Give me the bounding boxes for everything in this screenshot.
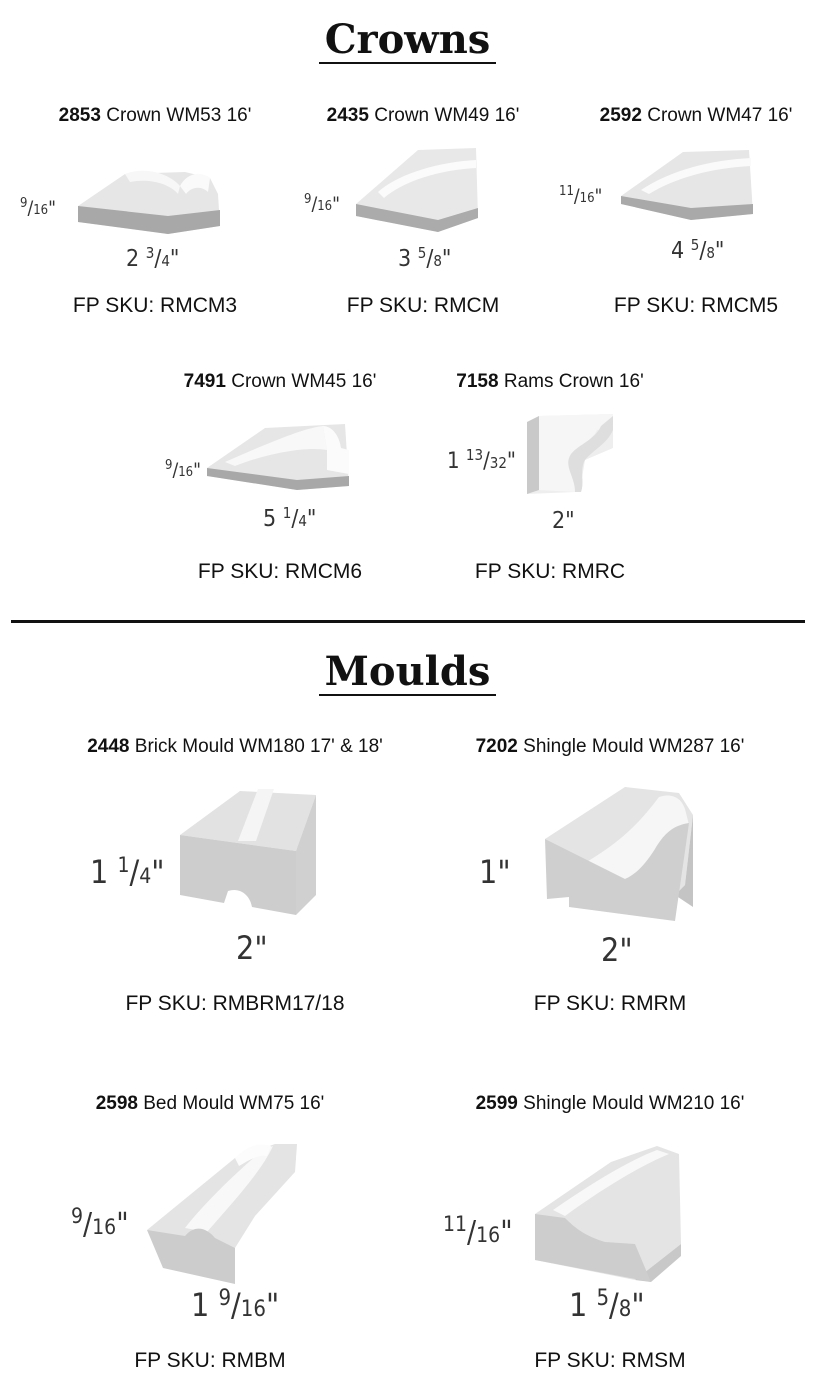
- product-name: 2598 Bed Mould WM75 16': [95, 1093, 325, 1114]
- product-2853: [20, 104, 280, 324]
- section-divider: [11, 620, 805, 623]
- product-name: 7202 Shingle Mould WM287 16': [475, 736, 745, 757]
- product-sku: FP SKU: RMSM: [534, 1349, 686, 1372]
- svg-text:9/16": $^9$/16": [71, 1204, 129, 1242]
- product-2435: [298, 104, 548, 324]
- svg-text:9/16": $^9$/16": [165, 458, 201, 481]
- svg-text:11/16": $^{11}$/16": [443, 1212, 513, 1250]
- svg-text:2 3/4": 2 $^3$/4": [126, 244, 180, 272]
- svg-text:4 5/8": 4 $^5$/8": [671, 236, 725, 264]
- product-sku: FP SKU: RMCM3: [72, 294, 238, 317]
- svg-text:1 9/16": 1 $^9$/16": [191, 1286, 280, 1324]
- product-sku: FP SKU: RMBM: [134, 1349, 286, 1372]
- svg-text:11/16": $^{11}$/16": [559, 184, 603, 207]
- brick-mould-profile-image: [60, 775, 410, 1015]
- svg-text:1 13/32": 1 $^{13}$/32": [447, 446, 517, 474]
- product-sku: FP SKU: RMCM5: [613, 294, 779, 317]
- product-2599: [435, 1092, 785, 1382]
- product-sku: FP SKU: RMRM: [533, 992, 687, 1015]
- product-name: 2448 Brick Mould WM180 17' & 18': [87, 736, 383, 757]
- svg-text:2": 2": [236, 929, 268, 967]
- product-name: 7491 Crown WM45 16': [183, 371, 377, 392]
- product-7202: [435, 735, 785, 1025]
- svg-text:9/16": $^9$/16": [20, 196, 56, 219]
- product-2448: [60, 735, 410, 1025]
- product-sku: FP SKU: RMRC: [474, 560, 626, 583]
- svg-text:5 1/4": 5 $^1$/4": [263, 504, 317, 532]
- product-7158: [425, 370, 675, 590]
- svg-text:1 1/4": 1 $^1$/4": [90, 853, 165, 891]
- svg-text:3 5/8": 3 $^5$/8": [398, 244, 452, 272]
- product-2598: [35, 1092, 385, 1382]
- svg-text:1": 1": [479, 853, 511, 891]
- svg-text:2": 2": [601, 931, 633, 969]
- product-sku: FP SKU: RMCM: [346, 294, 500, 317]
- product-name: 2599 Shingle Mould WM210 16': [475, 1093, 745, 1114]
- shingle-mould-wm210-profile-image: [435, 1132, 785, 1352]
- product-name: 2592 Crown WM47 16': [599, 105, 793, 126]
- product-sku: FP SKU: RMBRM17/18: [125, 992, 345, 1015]
- product-sku: FP SKU: RMCM6: [197, 560, 363, 583]
- shingle-mould-wm287-profile-image: [435, 775, 785, 1015]
- product-7491: [155, 370, 405, 590]
- bed-mould-profile-image: [35, 1132, 385, 1352]
- svg-text:2": 2": [552, 508, 575, 534]
- svg-text:9/16": $^9$/16": [304, 192, 340, 215]
- crowns-heading: Crowns: [0, 16, 815, 64]
- moulds-heading: Moulds: [0, 648, 815, 696]
- product-name: 2435 Crown WM49 16': [326, 105, 520, 126]
- svg-text:1 5/8": 1 $^5$/8": [569, 1286, 645, 1324]
- product-name: 7158 Rams Crown 16': [456, 371, 644, 392]
- product-2592: [559, 104, 815, 324]
- product-name: 2853 Crown WM53 16': [58, 105, 252, 126]
